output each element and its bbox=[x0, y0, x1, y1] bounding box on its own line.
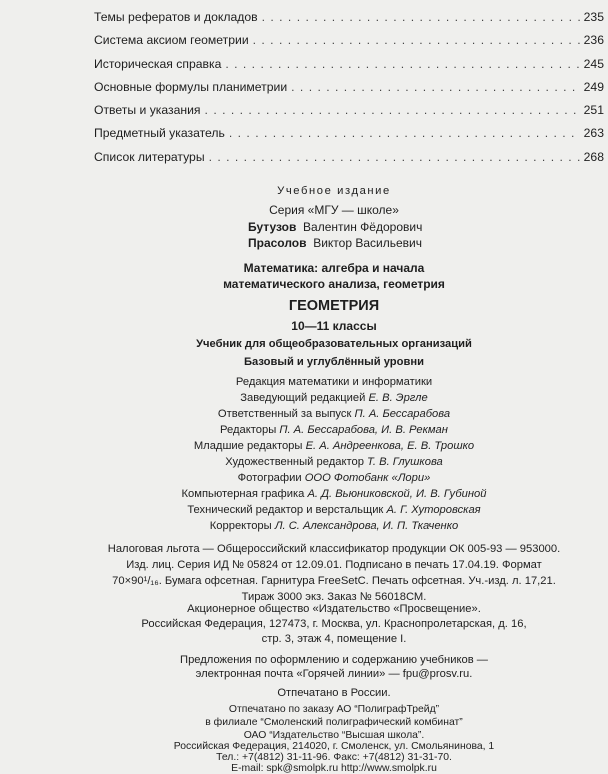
staff-role: Художественный редактор bbox=[225, 456, 364, 468]
toc-dot-leader bbox=[291, 80, 580, 94]
publisher-address-1: Российская Федерация, 127473, г. Москва, ул. Краснопролетарская, д. 16, bbox=[141, 618, 527, 630]
staff-role: Заведующий редакцией bbox=[240, 392, 366, 404]
book-purpose: Учебник для общеобразовательных организаций bbox=[196, 338, 472, 350]
staff-names: Л. С. Александрова, И. П. Ткаченко bbox=[274, 520, 459, 532]
toc-entry bbox=[94, 10, 604, 33]
staff-line bbox=[60, 457, 608, 468]
toc-entry bbox=[94, 103, 604, 126]
imprint-format: 70×90¹/₁₆. Бумага офсетная. Гарнитура FreeSetC. Печать офсетная. Уч.-изд. л. 17,21. bbox=[112, 575, 556, 587]
staff-line bbox=[60, 441, 608, 452]
staff-names: П. А. Бессарабова, И. В. Рекман bbox=[279, 424, 448, 436]
hotline-line-1: Предложения по оформлению и содержанию учебников — bbox=[180, 654, 488, 666]
hotline-line-2: электронная почта «Горячей линии» — fpu@prosv.ru. bbox=[195, 668, 473, 680]
author-1-surname: Бутузов bbox=[248, 220, 297, 234]
imprint-tax: Налоговая льгота — Общероссийский классификатор продукции ОК 005-93 — 953000. bbox=[107, 543, 561, 555]
staff-names: Т. В. Глушкова bbox=[367, 456, 443, 468]
publisher-name: Акционерное общество «Издательство «Просвещение». bbox=[187, 603, 481, 615]
toc-entry-title: Историческая справка bbox=[94, 56, 222, 71]
staff-names: ООО Фотобанк «Лори» bbox=[304, 472, 431, 484]
staff-role: Ответственный за выпуск bbox=[217, 408, 352, 420]
toc-entry-title: Ответы и указания bbox=[94, 103, 201, 118]
staff-role: Редакторы bbox=[220, 424, 277, 436]
staff-role: Корректоры bbox=[209, 520, 272, 532]
toc-entry bbox=[94, 57, 604, 80]
toc-dot-leader bbox=[225, 57, 579, 71]
printed-in: Отпечатано в России. bbox=[277, 687, 391, 699]
author-1 bbox=[248, 221, 422, 233]
toc-entry-page: 268 bbox=[583, 149, 604, 164]
toc-entry bbox=[94, 150, 604, 173]
toc-entry-page: 251 bbox=[583, 103, 604, 118]
staff-role: Фотографии bbox=[237, 472, 302, 484]
staff-line bbox=[60, 393, 608, 404]
staff-department: Редакция математики и информатики bbox=[235, 376, 433, 388]
staff-names: А. Г. Хуторовская bbox=[386, 504, 481, 516]
author-2 bbox=[248, 237, 422, 249]
toc-entry-title: Система аксиом геометрии bbox=[94, 33, 249, 48]
imprint-print-run: Тираж 3000 экз. Заказ № 56018СМ. bbox=[241, 591, 427, 603]
toc-dot-leader bbox=[205, 103, 580, 117]
staff-names: Е. В. Эргле bbox=[368, 392, 428, 404]
toc-entry bbox=[94, 80, 604, 103]
toc-entry-page: 249 bbox=[583, 79, 604, 94]
toc-entry-title: Список литературы bbox=[94, 149, 205, 164]
toc-entry-title: Темы рефератов и докладов bbox=[94, 10, 258, 24]
staff-line bbox=[60, 521, 608, 532]
table-of-contents bbox=[94, 10, 604, 173]
toc-dot-leader bbox=[253, 33, 580, 47]
toc-entry-title: Основные формулы планиметрии bbox=[94, 79, 288, 94]
toc-entry bbox=[94, 33, 604, 56]
printer-line-3: ОАО “Издательство “Высшая школа”. bbox=[243, 730, 425, 741]
subject-line-2: математического анализа, геометрия bbox=[223, 277, 445, 291]
series-name: Серия «МГУ — школе» bbox=[269, 203, 399, 217]
toc-entry-page: 245 bbox=[583, 56, 604, 71]
toc-entry bbox=[94, 126, 604, 149]
publisher-address-2: стр. 3, этаж 4, помещение I. bbox=[261, 633, 407, 645]
edition-type: Учебное издание bbox=[277, 185, 391, 197]
author-1-name: Валентин Фёдорович bbox=[303, 220, 423, 234]
author-2-surname: Прасолов bbox=[248, 236, 307, 250]
book-title: ГЕОМЕТРИЯ bbox=[288, 298, 380, 314]
staff-line bbox=[60, 425, 608, 436]
staff-line bbox=[60, 489, 608, 500]
book-levels: Базовый и углублённый уровни bbox=[244, 356, 424, 368]
grades: 10—11 классы bbox=[291, 319, 377, 333]
toc-dot-leader bbox=[262, 10, 580, 24]
imprint-license: Изд. лиц. Серия ИД № 05824 от 12.09.01. Подписано в печать 17.04.19. Формат bbox=[126, 559, 542, 571]
staff-names: Е. А. Андреенкова, Е. В. Трошко bbox=[305, 440, 475, 452]
staff-role: Технический редактор и верстальщик bbox=[187, 504, 384, 516]
staff-role: Младшие редакторы bbox=[193, 440, 303, 452]
subject-line-1: Математика: алгебра и начала bbox=[243, 261, 425, 275]
staff-names: А. Д. Вьюниковской, И. В. Губиной bbox=[307, 488, 487, 500]
toc-dot-leader bbox=[229, 126, 580, 140]
printer-line-4: Российская Федерация, 214020, г. Смоленск, ул. Смольянинова, 1 bbox=[173, 741, 495, 752]
toc-dot-leader bbox=[209, 150, 580, 164]
toc-entry-page: 263 bbox=[583, 126, 604, 141]
author-2-name: Виктор Васильевич bbox=[313, 236, 422, 250]
printer-line-6: E-mail: spk@smolpk.ru http://www.smolpk.ru bbox=[231, 763, 437, 774]
staff-line bbox=[60, 505, 608, 516]
printer-line-2: в филиале “Смоленский полиграфический комбинат” bbox=[205, 717, 463, 728]
printer-line-1: Отпечатано по заказу АО “ПолиграфТрейд” bbox=[228, 704, 440, 715]
staff-role: Компьютерная графика bbox=[181, 488, 305, 500]
toc-entry-title: Предметный указатель bbox=[94, 126, 225, 141]
toc-entry-page: 235 bbox=[583, 10, 604, 24]
staff-line bbox=[60, 409, 608, 420]
staff-names: П. А. Бессарабова bbox=[354, 408, 451, 420]
printer-line-5: Тел.: +7(4812) 31-11-96. Факс: +7(4812) 31-31-70. bbox=[216, 752, 452, 763]
staff-line bbox=[60, 473, 608, 484]
toc-entry-page: 236 bbox=[583, 33, 604, 48]
